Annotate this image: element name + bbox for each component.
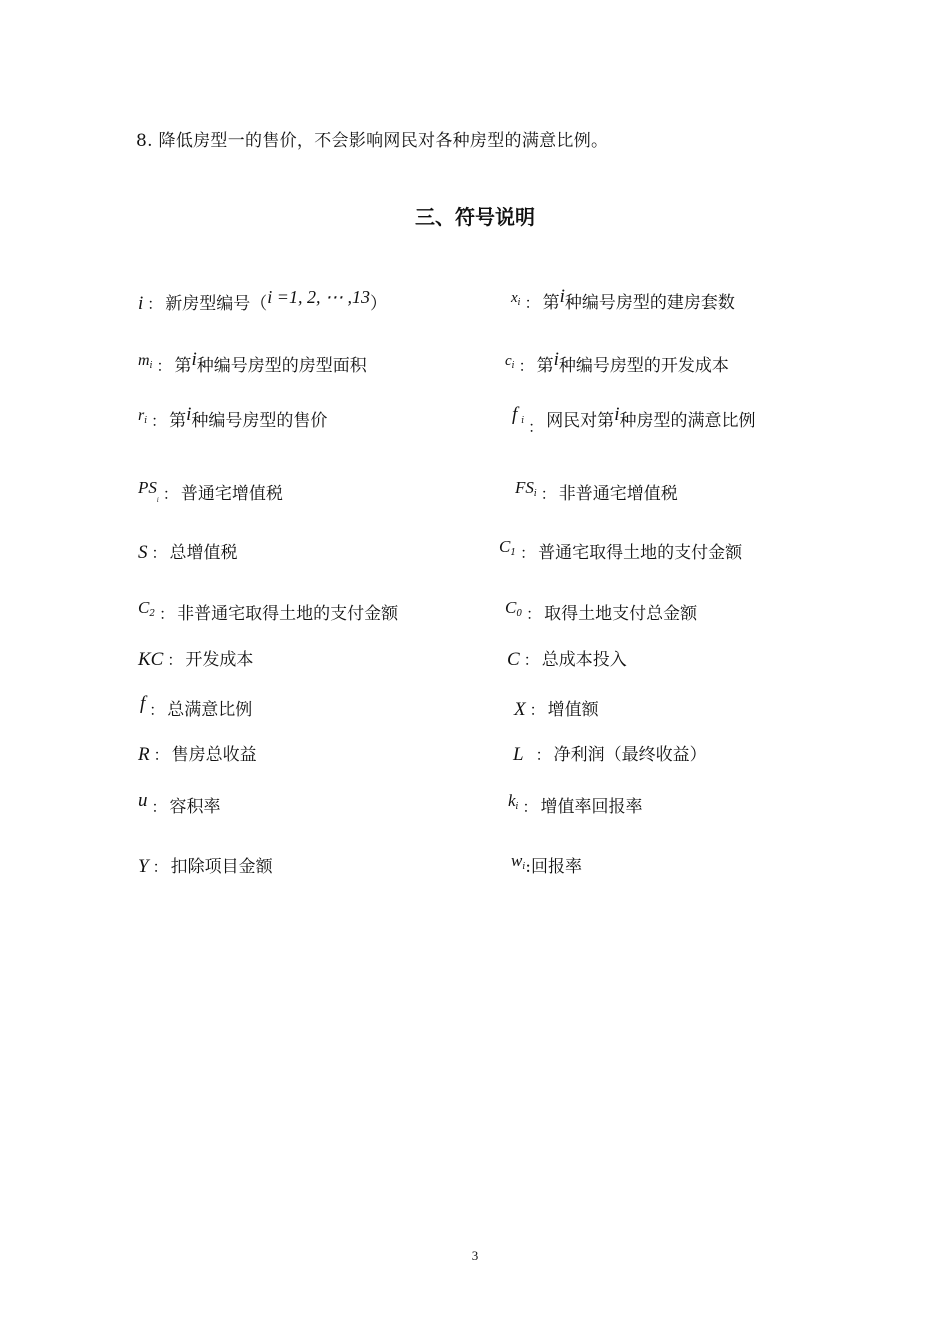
symbol-l: L ： 净利润（最终收益）	[513, 744, 707, 765]
symbol-c-i: $c_i$ ： 第i种编号房型的开发成本	[505, 349, 729, 376]
symbol-y: Y ： 扣除项目金额	[138, 856, 273, 877]
section-title: 三、符号说明	[415, 205, 535, 229]
symbol-i: i ： 新房型编号（i =1, 2, ⋯ ,13）	[138, 287, 387, 314]
symbol-x-i: $x_i$ ： 第i种编号房型的建房套数	[511, 286, 735, 313]
symbol-m-i: $m_i$ ： 第i种编号房型的房型面积	[138, 349, 367, 376]
symbol-f: f ： 总满意比例	[140, 693, 253, 720]
symbol-w-i: $w_i$:回报率	[511, 851, 582, 877]
symbol-c-2: $C_2$ ： 非普通宅取得土地的支付金额	[138, 598, 399, 624]
symbol-f-i: f $_i$ ： 网民对第i种房型的满意比例	[512, 404, 756, 436]
symbol-c-0: $C_0$ ： 取得土地支付总金额	[505, 598, 698, 624]
symbol-c-1: $C_1$ ： 普通宅取得土地的支付金额	[499, 537, 743, 563]
symbol-kc: KC ： 开发成本	[138, 649, 254, 670]
symbol-r: R ： 售房总收益	[138, 744, 257, 765]
page-number: 3	[471, 1248, 479, 1263]
assumption-8: 8. 降低房型一的售价，不会影响网民对各种房型的满意比例。	[136, 131, 609, 151]
symbol-x: X ： 增值额	[514, 699, 599, 720]
symbol-ps-i: $PS_i$ ： 普通宅增值税	[138, 478, 283, 504]
symbol-c: C ： 总成本投入	[507, 649, 627, 670]
symbol-u: u ： 容积率	[138, 790, 221, 817]
symbol-s: S ： 总增值税	[138, 542, 238, 563]
symbol-fs-i: $FS_i$ ： 非普通宅增值税	[515, 478, 678, 504]
symbol-r-i: $r_i$ ： 第i种编号房型的售价	[138, 404, 328, 431]
symbol-k-i: $k_i$ ： 增值率回报率	[508, 791, 643, 817]
